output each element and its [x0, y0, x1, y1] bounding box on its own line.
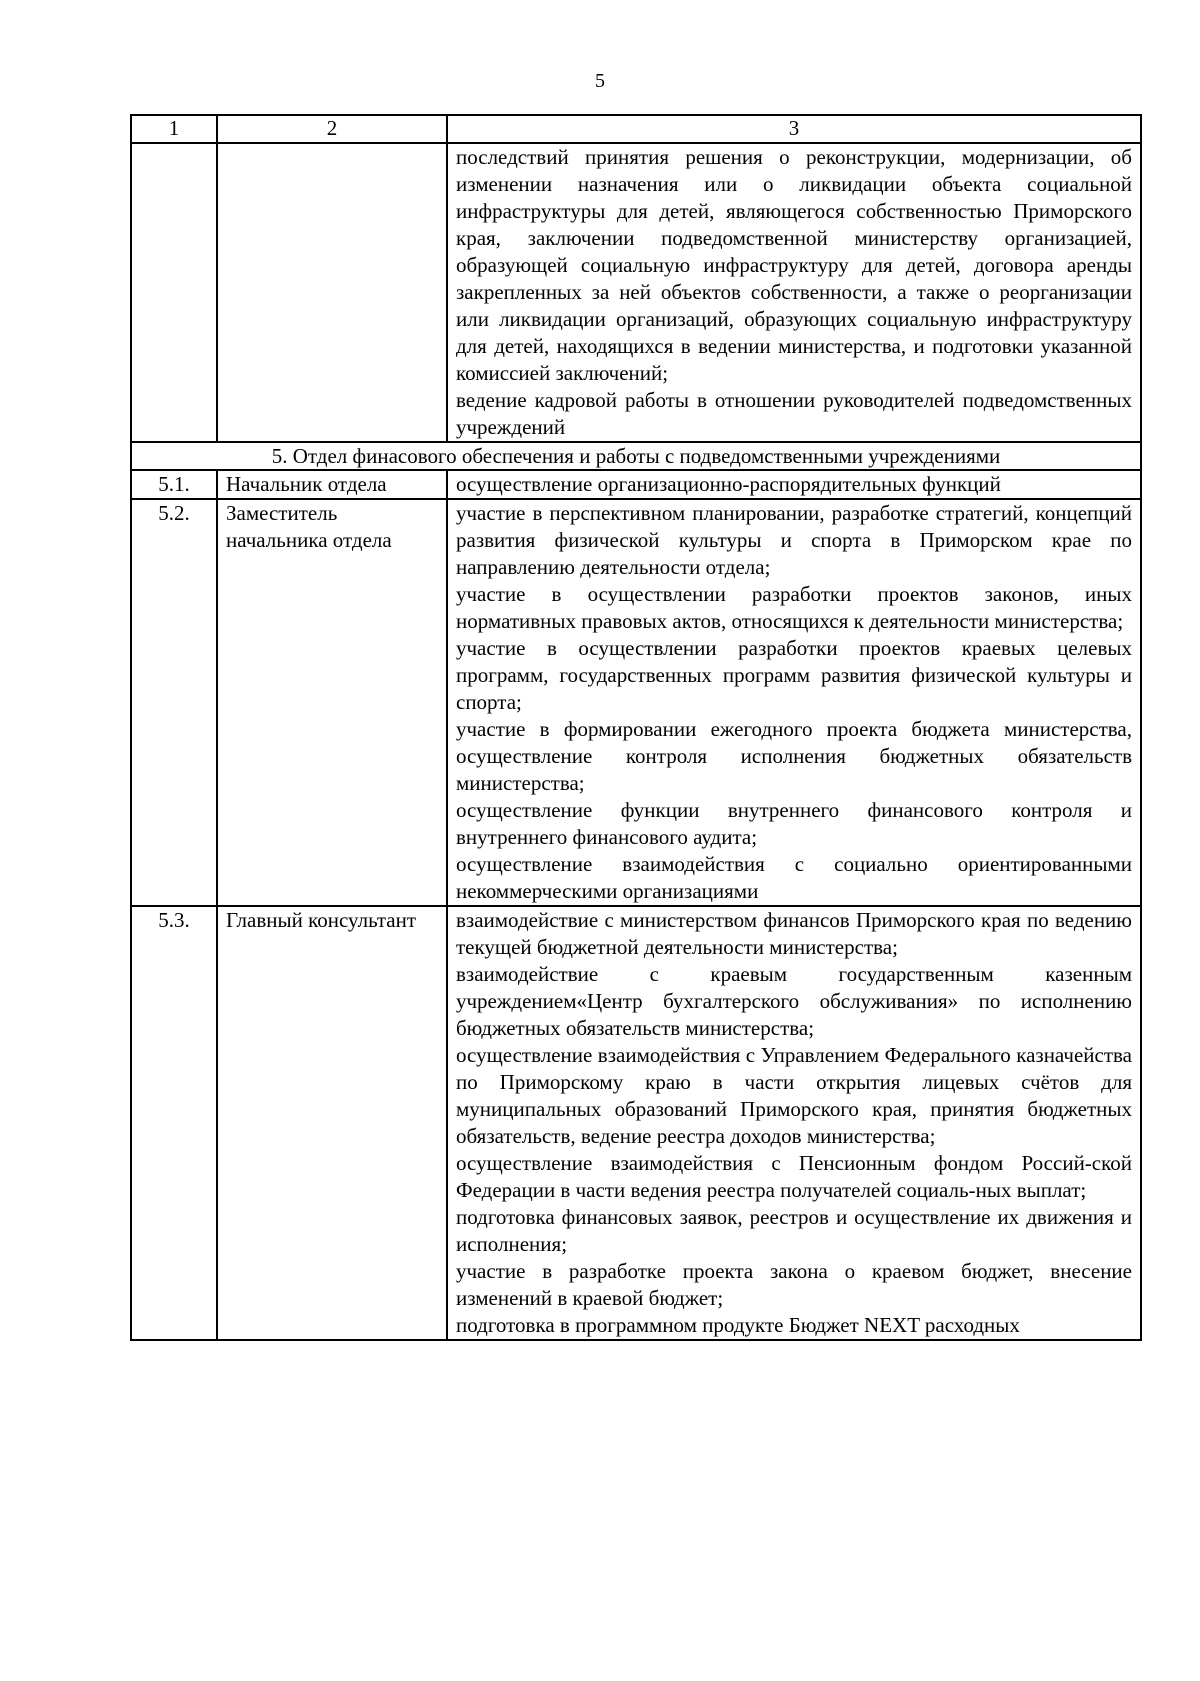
duty-item: ведение кадровой работы в отношении руководителей подведомственных учреждений: [456, 388, 1132, 439]
row-number-cell: 5.2.: [131, 499, 217, 906]
row-number-cell: 5.3.: [131, 906, 217, 1340]
duty-item: участие в формировании ежегодного проекта бюджета министерства, осуществление контроля исполнения бюджетных обязательств министерства;: [456, 717, 1132, 795]
row-number-cell: [131, 143, 217, 442]
duty-item: подготовка в программном продукте Бюджет NEXT расходных: [456, 1313, 1020, 1337]
page-number: 5: [595, 70, 605, 92]
duty-item: участие в перспективном планировании, разработке стратегий, концепций развития физической культуры и спорта в Приморском крае по направлению деятельности отдела;: [456, 501, 1132, 579]
table-row: [131, 470, 1141, 499]
duty-item: подготовка финансовых заявок, реестров и осуществление их движения и исполнения;: [456, 1205, 1132, 1256]
section-title: 5. Отдел финасового обеспечения и работы с подведомственными учреждениями: [131, 442, 1141, 470]
duty-item: осуществление взаимодействия с Управлением Федерального казначейства по Приморскому краю в части открытия лицевых счётов для муниципальных образований Приморского края, принятия бюджетных обязательств, ведение реестра доходов министерства;: [456, 1043, 1132, 1148]
table-row: [131, 143, 1141, 442]
duty-item: осуществление организационно-распорядительных функций: [456, 472, 1001, 496]
column-header: 1: [131, 115, 217, 143]
position-cell: Заместитель начальника отдела: [217, 499, 447, 906]
duties-cell: [447, 499, 1141, 906]
duties-cell: [447, 470, 1141, 499]
table-header-row: [131, 115, 1141, 143]
duty-item: последствий принятия решения о реконструкции, модернизации, об изменении назначения или о ликвидации объекта социальной инфраструктуры для детей, являющегося собственностью Приморского края, заключении подведомственной министерству организацией, образующей социальную инфраструктуру для детей, договора аренды закрепленных за ней объектов собственности, а также о реорганизации или ликвидации организаций, образующих социальную инфраструктуру для детей, находящихся в ведении министерства, и подготовки указанной комиссией заключений;: [456, 145, 1132, 385]
duty-item: взаимодействие с краевым государственным казенным учреждением«Центр бухгалтерского обслуживания» по исполнению бюджетных обязательств министерства;: [456, 962, 1132, 1040]
table-row: [131, 499, 1141, 906]
duty-item: участие в разработке проекта закона о краевом бюджет, внесение изменений в краевой бюджет;: [456, 1259, 1132, 1310]
duties-cell: [447, 906, 1141, 1340]
table-row: [131, 906, 1141, 1340]
duty-item: осуществление функции внутреннего финансового контроля и внутреннего финансового аудита;: [456, 798, 1132, 849]
position-cell: Главный консультант: [217, 906, 447, 1340]
duty-item: осуществление взаимодействия с социально ориентированными некоммерческими организациями: [456, 852, 1132, 903]
duty-item: осуществление взаимодействия с Пенсионным фондом Россий-ской Федерации в части ведения реестра получателей социаль-ных выплат;: [456, 1151, 1132, 1202]
position-cell: Начальник отдела: [217, 470, 447, 499]
position-cell: [217, 143, 447, 442]
row-number-cell: 5.1.: [131, 470, 217, 499]
column-header: 2: [217, 115, 447, 143]
duty-item: взаимодействие с министерством финансов Приморского края по ведению текущей бюджетной деятельности министерства;: [456, 908, 1132, 959]
duty-item: участие в осуществлении разработки проектов краевых целевых программ, государственных программ развития физической культуры и спорта;: [456, 636, 1132, 714]
duties-cell: [447, 143, 1141, 442]
section-heading-row: [131, 442, 1141, 470]
column-header: 3: [447, 115, 1141, 143]
duty-item: участие в осуществлении разработки проектов законов, иных нормативных правовых актов, относящихся к деятельности министерства;: [456, 582, 1132, 633]
functions-table: [130, 114, 1142, 1341]
